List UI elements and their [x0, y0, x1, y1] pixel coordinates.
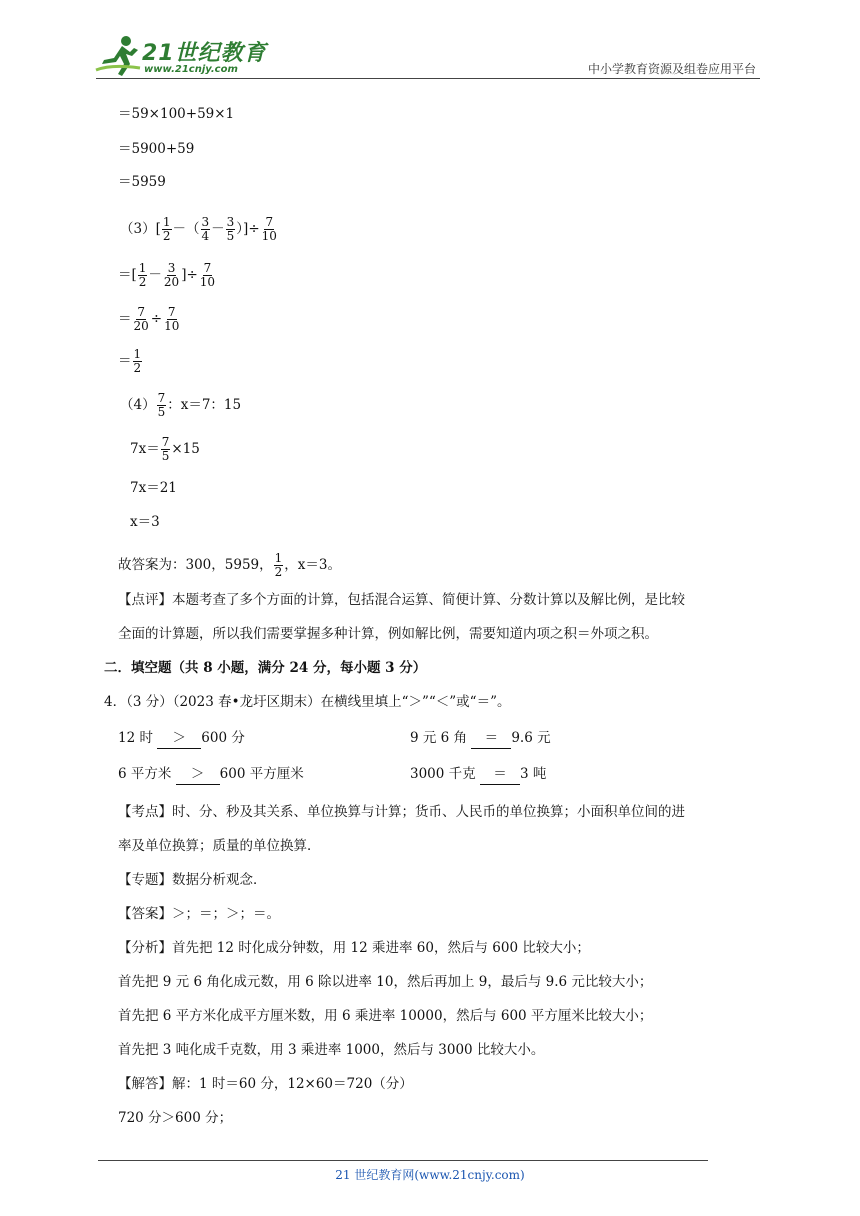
footer-link[interactable]: 21 世纪教育网(www.21cnjy.com): [335, 1168, 525, 1182]
fenxi-text: 首先把 6 平方米化成平方厘米数，用 6 乘进率 10000，然后与 600 平方厘米比较大小；: [118, 1008, 653, 1024]
fraction: $\frac{1}{2}$: [138, 261, 147, 289]
answer-blank: ＝: [480, 764, 520, 785]
calc-line: ＝5959: [118, 174, 166, 190]
calc-line: 7x＝ $\frac{7}{5}$ ×15: [130, 435, 200, 463]
section-heading: 二．填空题（共 8 小题，满分 24 分，每小题 3 分）: [104, 660, 427, 676]
fraction: $\frac{1}{2}$: [274, 551, 283, 579]
kaodian-text: 【考点】时、分、秒及其关系、单位换算与计算；货币、人民币的单位换算；小面积单位间的进: [118, 804, 685, 820]
kaodian-text: 率及单位换算；质量的单位换算．: [118, 838, 321, 854]
fraction: $\frac{7}{5}$: [161, 435, 170, 463]
fraction: $\frac{1}{2}$: [133, 347, 142, 375]
fraction: $\frac{3}{4}$: [201, 215, 210, 243]
calc-line: ＝ $\frac{7}{20}$ ÷ $\frac{7}{10}$: [118, 305, 180, 333]
footer-divider: [98, 1160, 708, 1161]
fenxi-text: 首先把 9 元 6 角化成元数，用 6 除以进率 10，然后再加上 9，最后与 9.6 元比较大小；: [118, 974, 653, 990]
jieda-text: 720 分＞600 分；: [118, 1110, 233, 1126]
fraction: $\frac{7}{20}$: [133, 305, 149, 333]
fill-item: 9 元 6 角 ＝ 9.6 元: [410, 728, 551, 749]
fraction: $\frac{7}{10}$: [199, 261, 216, 289]
fraction: $\frac{1}{2}$: [162, 215, 171, 243]
calc-line: 7x＝21: [130, 480, 177, 496]
question-stem: 4．（3 分）（2023 春•龙圩区期末）在横线里填上“＞”“＜”或“＝”。: [104, 694, 511, 710]
logo-url: www.21cnjy.com: [144, 64, 238, 75]
calc-line: ＝[ $\frac{1}{2}$ － $\frac{3}{20}$ ]÷ $\frac{7}{10}$: [118, 261, 216, 289]
fraction: $\frac{7}{5}$: [157, 391, 166, 419]
fill-item: 3000 千克 ＝ 3 吨: [410, 764, 546, 785]
fraction: $\frac{7}{10}$: [261, 215, 277, 243]
runner-logo-icon: [92, 34, 142, 78]
calc-line: ＝59×100+59×1: [118, 106, 235, 122]
header-divider: [96, 78, 760, 79]
review-text: 【点评】本题考查了多个方面的计算，包括混合运算、简便计算、分数计算以及解比例，是比较: [118, 592, 685, 608]
daan-text: 【答案】＞；＝；＞；＝。: [118, 906, 280, 922]
answer-line: 故答案为：300，5959， $\frac{1}{2}$ ，x＝3。: [118, 551, 341, 579]
calc-line: ＝5900+59: [118, 141, 195, 157]
header-title: 中小学教育资源及组卷应用平台: [587, 62, 756, 76]
review-text: 全面的计算题，所以我们需要掌握多种计算，例如解比例，需要知道内项之积＝外项之积。: [118, 626, 658, 642]
logo-text: 21世纪教育: [142, 41, 267, 66]
fenxi-text: 首先把 3 吨化成千克数，用 3 乘进率 1000，然后与 3000 比较大小。: [118, 1042, 545, 1058]
fraction: $\frac{3}{20}$: [163, 261, 180, 289]
fill-item: 12 时 ＞ 600 分: [118, 728, 245, 749]
answer-blank: ＞: [157, 728, 201, 749]
answer-blank: ＝: [471, 728, 511, 749]
fill-item: 6 平方米 ＞ 600 平方厘米: [118, 764, 304, 785]
zhuanti-text: 【专题】数据分析观念．: [118, 872, 267, 888]
fraction: $\frac{7}{10}$: [164, 305, 180, 333]
fenxi-text: 【分析】首先把 12 时化成分钟数，用 12 乘进率 60，然后与 600 比较大小；: [118, 940, 590, 956]
fraction: $\frac{3}{5}$: [226, 215, 235, 243]
jieda-text: 【解答】解：1 时＝60 分，12×60＝720（分）: [118, 1076, 413, 1092]
problem-3-expression: （3）[ $\frac{1}{2}$ －（ $\frac{3}{4}$ － $\frac{3}{5}$ ）]÷ $\frac{7}{10}$: [120, 215, 277, 243]
problem-4-expression: （4） $\frac{7}{5}$ ：x＝7：15: [120, 391, 242, 419]
calc-line: x＝3: [130, 514, 160, 530]
answer-blank: ＞: [176, 764, 220, 785]
calc-line: ＝ $\frac{1}{2}$: [118, 347, 142, 375]
